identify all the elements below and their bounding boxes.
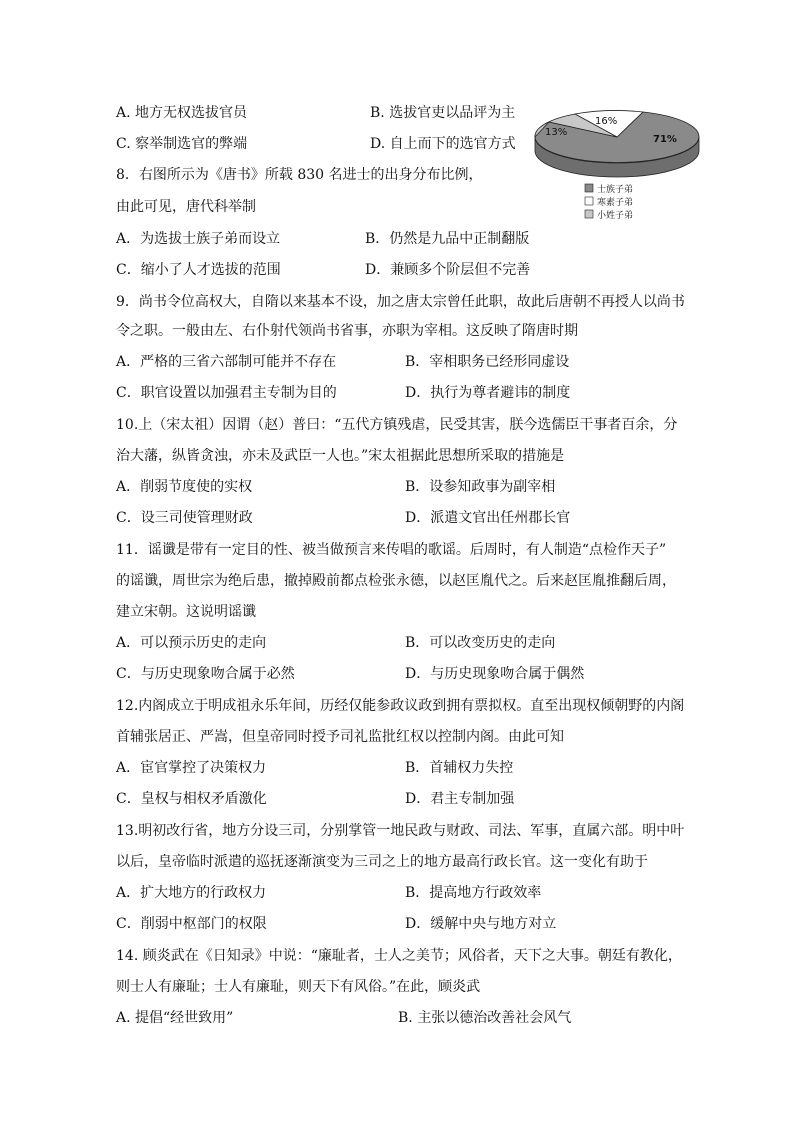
q7-option-b: B. 选拔官吏以品评为主 (370, 105, 516, 121)
q10-stem-line2: 治大藩，纵皆贪浊，亦未及武臣一人也。”宋太祖据此思想所采取的措施是 (116, 448, 565, 464)
q12-option-c: C．皇权与相权矛盾激化 (116, 791, 267, 807)
q10-option-c: C．设三司使管理财政 (116, 510, 253, 526)
q11-option-c: C．与历史现象吻合属于必然 (116, 666, 295, 682)
q12-stem-line2: 首辅张居正、严嵩，但皇帝同时授予司礼监批红权以控制内阁。由此可知 (116, 729, 564, 745)
q8-option-b: B．仍然是九品中正制翻版 (365, 231, 530, 247)
q9-stem-line2: 令之职。一般由左、右仆射代领尚书省事，亦职为宰相。这反映了隋唐时期 (116, 323, 578, 339)
q12-stem-line1: 12.内阁成立于明成祖永乐年间，历经仅能参政议政到拥有票拟权。直至出现权倾朝野的内阁 (116, 698, 685, 714)
legend-swatch-hansu (585, 197, 593, 205)
legend-swatch-shizu (585, 184, 593, 192)
q11-option-d: D．与历史现象吻合属于偶然 (405, 666, 585, 682)
q11-option-a: A．可以预示历史的走向 (116, 635, 267, 651)
q14-option-a: A. 提倡“经世致用” (116, 1010, 234, 1026)
q7-option-a: A. 地方无权选拔官员 (116, 105, 248, 121)
pie-chart (533, 104, 701, 229)
q10-stem-line1: 10.上（宋太祖）因谓（赵）普曰：“五代方镇残虐，民受其害，朕今选儒臣干事者百余，分 (116, 417, 678, 433)
legend-label-xiaoxing: 小姓子弟 (597, 211, 634, 221)
q13-stem-line2: 以后，皇帝临时派遣的巡抚逐渐演变为三司之上的地方最高行政长官。这一变化有助于 (116, 854, 648, 870)
q13-option-d: D．缓解中央与地方对立 (405, 916, 557, 932)
q9-option-a: A．严格的三省六部制可能并不存在 (116, 354, 337, 370)
q14-stem-line1: 14. 顾炎武在《日知录》中说：“廉耻者，士人之美节；风俗者，天下之大事。朝廷有教化， (116, 948, 682, 964)
pie-label-shizu: 71% (653, 134, 677, 145)
pie-label-hansu: 16% (595, 116, 618, 127)
pie-label-xiaoxing: 13% (545, 127, 568, 138)
q8-option-a: A．为选拔士族子弟而设立 (116, 231, 281, 247)
q9-option-b: B．宰相职务已经形同虚设 (405, 354, 570, 370)
q11-stem-line3: 建立宋朝。这说明谣谶 (116, 604, 256, 620)
q11-stem-line2: 的谣谶，周世宗为绝后患，撤掉殿前都点检张永德，以赵匡胤代之。后来赵匡胤推翻后周， (116, 573, 676, 589)
q9-stem-line1: 9．尚书令位高权大，自隋以来基本不设，加之唐太宗曾任此职，故此后唐朝不再授人以尚书 (116, 294, 685, 310)
q8-stem-line1: 8．右图所示为《唐书》所载 830 名进士的出身分布比例， (116, 167, 483, 183)
q13-option-c: C．削弱中枢部门的权限 (116, 916, 267, 932)
q10-option-b: B．设参知政事为副宰相 (405, 479, 556, 495)
q8-option-d: D．兼顾多个阶层但不完善 (365, 262, 531, 278)
q12-option-d: D．君主专制加强 (405, 791, 515, 807)
q10-option-a: A．削弱节度使的实权 (116, 479, 253, 495)
pie-legend (585, 183, 633, 221)
legend-label-hansu: 寒素子弟 (597, 198, 634, 208)
q13-stem-line1: 13.明初改行省，地方分设三司，分别掌管一地民政与财政、司法、军事，直属六部。明中叶 (116, 823, 685, 839)
q13-option-a: A．扩大地方的行政权力 (116, 885, 267, 901)
q11-option-b: B．可以改变历史的走向 (405, 635, 556, 651)
q8-stem-line2: 由此可见，唐代科举制 (116, 199, 256, 215)
q13-option-b: B．提高地方行政效率 (405, 885, 542, 901)
q10-option-d: D．派遣文官出任州郡长官 (405, 510, 571, 526)
legend-label-shizu: 士族子弟 (597, 185, 634, 195)
q14-stem-line2: 则士人有廉耻；士人有廉耻，则天下有风俗。”在此，顾炎武 (116, 979, 481, 995)
q7-option-c: C. 察举制选官的弊端 (116, 136, 248, 152)
q12-option-a: A．宦官掌控了决策权力 (116, 760, 267, 776)
q11-stem-line1: 11．谣谶是带有一定目的性、被当做预言来传唱的歌谣。后周时，有人制造“点检作天子” (116, 542, 667, 558)
q14-option-b: B. 主张以德治改善社会风气 (398, 1010, 572, 1026)
q8-option-c: C．缩小了人才选拔的范围 (116, 262, 281, 278)
q9-option-d: D．执行为尊者避讳的制度 (405, 385, 571, 401)
q9-option-c: C．职官设置以加强君主专制为目的 (116, 385, 337, 401)
q12-option-b: B．首辅权力失控 (405, 760, 514, 776)
legend-swatch-xiaoxing (585, 210, 593, 218)
q7-option-d: D. 自上而下的选官方式 (370, 136, 516, 152)
